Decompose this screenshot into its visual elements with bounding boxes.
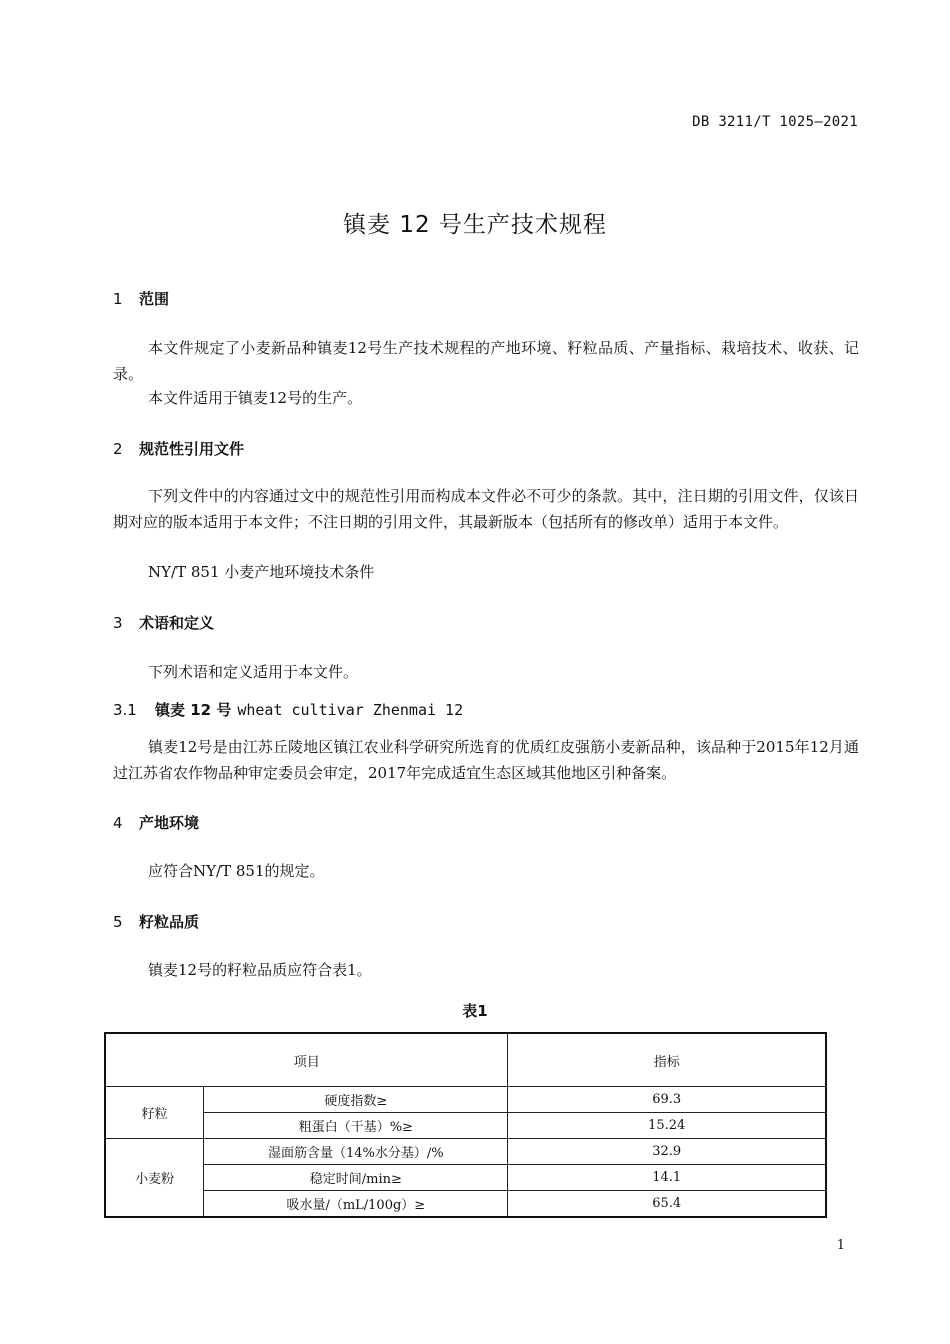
value-cell: 32.9 [508, 1139, 826, 1165]
section-5-paragraph-1: 镇麦12号的籽粒品质应符合表1。 [148, 961, 372, 979]
item-cell: 湿面筋含量（14%水分基）/% [204, 1139, 508, 1165]
table-row [105, 1165, 826, 1191]
section-3-paragraph-1: 下列术语和定义适用于本文件。 [148, 663, 359, 681]
table-row [105, 1191, 826, 1218]
section-1-paragraph-2: 本文件适用于镇麦12号的生产。 [148, 389, 363, 407]
section-5-heading [113, 911, 199, 932]
group-label: 小麦粉 [105, 1139, 204, 1218]
section-2-paragraph-1: 下列文件中的内容通过文中的规范性引用而构成本文件必不可少的条款。其中，注日期的引用文件，仅该日期对应的版本适用于本文件；不注日期的引用文件，其最新版本（包括所有的修改单）适用于本文件。 [113, 487, 859, 531]
term-english: wheat cultivar Zhenmai 12 [237, 701, 464, 719]
table-header-row [105, 1033, 826, 1087]
section-4-paragraph-1: 应符合NY/T 851的规定。 [148, 862, 325, 880]
term-definition: 镇麦12号是由江苏丘陵地区镇江农业科学研究所选育的优质红皮强筋小麦新品种，该品种于2015年12月通过江苏省农作物品种审定委员会审定，2017年完成适宜生态区域其他地区引种备案。 [113, 738, 859, 782]
value-cell: 65.4 [508, 1191, 826, 1218]
quality-table [104, 1032, 827, 1218]
group-label: 籽粒 [105, 1087, 204, 1139]
term-heading [113, 699, 463, 720]
section-number: 2 [113, 440, 123, 458]
table-caption: 表1 [462, 1002, 488, 1020]
section-title: 术语和定义 [139, 614, 215, 632]
section-title: 规范性引用文件 [139, 440, 245, 458]
section-title: 范围 [139, 290, 170, 308]
section-1-heading [113, 288, 169, 309]
item-cell: 粗蛋白（干基）%≥ [204, 1113, 508, 1139]
item-cell: 稳定时间/min≥ [204, 1165, 508, 1191]
value-cell: 69.3 [508, 1087, 826, 1113]
term-chinese: 镇麦 12 号 [155, 701, 232, 719]
item-cell: 吸水量/（mL/100g）≥ [204, 1191, 508, 1218]
section-title: 产地环境 [139, 814, 200, 832]
section-2-heading [113, 438, 244, 459]
normative-reference: NY/T 851 小麦产地环境技术条件 [148, 563, 375, 581]
item-cell: 硬度指数≥ [204, 1087, 508, 1113]
header-indicator: 指标 [508, 1033, 826, 1087]
standard-code: DB 3211/T 1025—2021 [692, 114, 858, 130]
value-cell: 14.1 [508, 1165, 826, 1191]
section-number: 4 [113, 814, 123, 832]
section-number: 1 [113, 290, 123, 308]
section-number: 5 [113, 913, 123, 931]
document-title: 镇麦 12 号生产技术规程 [343, 212, 607, 238]
table-row [105, 1087, 826, 1113]
term-number: 3.1 [113, 701, 137, 719]
table-row [105, 1113, 826, 1139]
section-title: 籽粒品质 [139, 913, 200, 931]
section-3-heading [113, 612, 214, 633]
section-number: 3 [113, 614, 123, 632]
header-item: 项目 [105, 1033, 508, 1087]
value-cell: 15.24 [508, 1113, 826, 1139]
section-4-heading [113, 812, 199, 833]
table-row [105, 1139, 826, 1165]
page-number: 1 [836, 1238, 845, 1253]
section-1-paragraph-1: 本文件规定了小麦新品种镇麦12号生产技术规程的产地环境、籽粒品质、产量指标、栽培技术、收获、记录。 [113, 339, 859, 383]
